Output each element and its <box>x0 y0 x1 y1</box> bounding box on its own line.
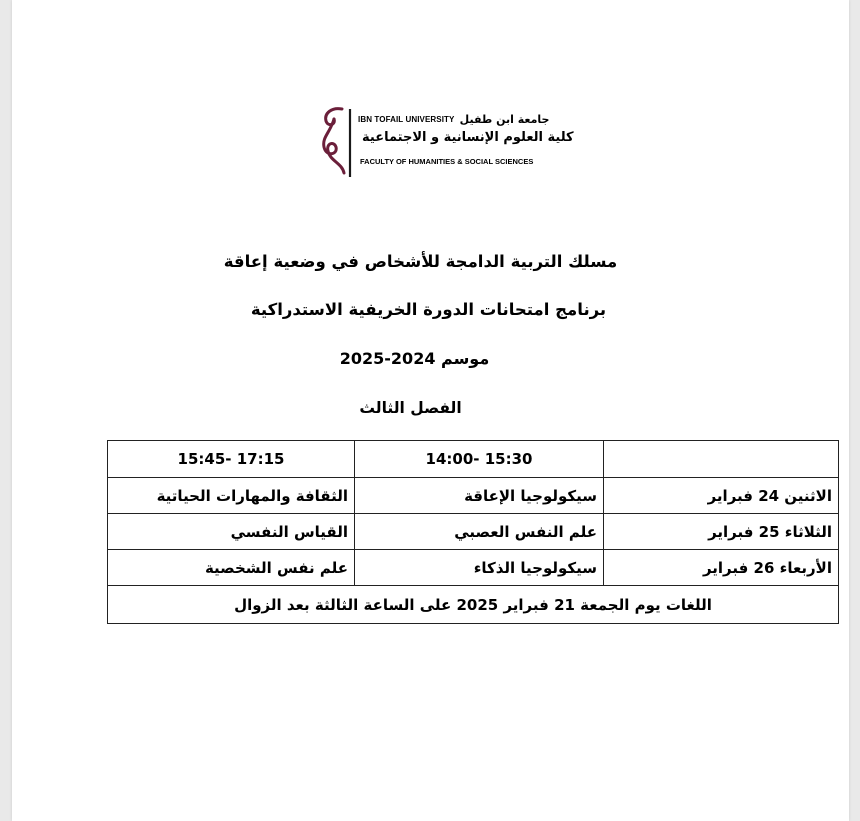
slot2-exam-cell: القياس النفسي <box>108 514 355 550</box>
day-cell: الاثنين 24 فبراير <box>604 478 839 514</box>
document-page <box>12 0 849 821</box>
table-row <box>108 550 839 586</box>
semester-label: الفصل الثالث <box>359 399 462 417</box>
exam-schedule-table <box>107 440 839 624</box>
slot2-exam-cell: الثقافة والمهارات الحياتية <box>108 478 355 514</box>
logo-university-name-en: IBN TOFAIL UNIVERSITY <box>358 115 455 124</box>
table-row <box>108 478 839 514</box>
day-cell: الأربعاء 26 فبراير <box>604 550 839 586</box>
slot1-exam-cell: سيكولوجيا الإعاقة <box>355 478 604 514</box>
exam-program-title: برنامج امتحانات الدورة الخريفية الاستدراكية <box>250 300 607 319</box>
header-slot2-cell: 15:45- 17:15 <box>108 441 355 478</box>
logo-university-name-ar: جامعة ابن طفيل <box>459 113 550 126</box>
slot1-exam-cell: سيكولوجيا الذكاء <box>355 550 604 586</box>
table-header-row <box>108 441 839 478</box>
languages-exam-note: اللغات يوم الجمعة 21 فبراير 2025 على الساعة الثالثة بعد الزوال <box>108 586 839 624</box>
header-slot1-cell: 14:00- 15:30 <box>355 441 604 478</box>
logo-faculty-name-en: FACULTY OF HUMANITIES & SOCIAL SCIENCES <box>360 157 534 166</box>
table-row <box>108 514 839 550</box>
table-footer-row <box>108 586 839 624</box>
university-logo <box>312 103 574 179</box>
slot1-exam-cell: علم النفس العصبي <box>355 514 604 550</box>
university-emblem-icon <box>312 103 356 179</box>
program-title: مسلك التربية الدامجة للأشخاص في وضعية إعاقة <box>223 252 618 271</box>
header-day-cell <box>604 441 839 478</box>
slot2-exam-cell: علم نفس الشخصية <box>108 550 355 586</box>
day-cell: الثلاثاء 25 فبراير <box>604 514 839 550</box>
logo-faculty-name-ar: كلية العلوم الإنسانية و الاجتماعية <box>362 130 574 145</box>
academic-season: موسم 2024-2025 <box>339 349 490 368</box>
